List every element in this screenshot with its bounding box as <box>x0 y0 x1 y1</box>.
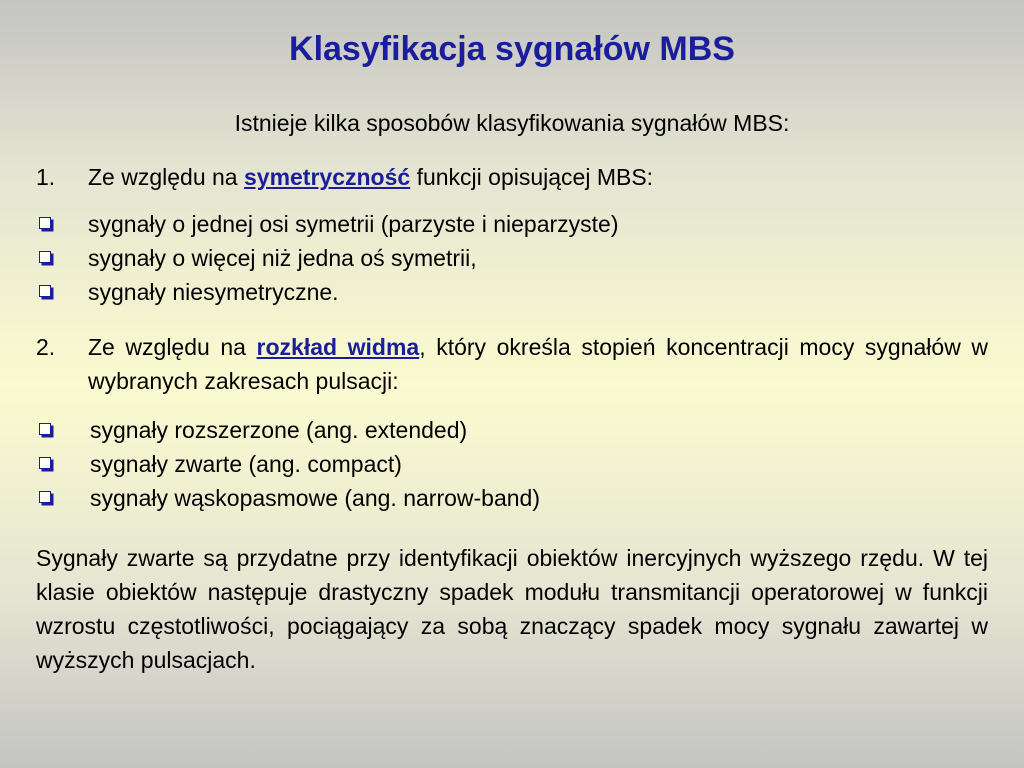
section-1-text-before: Ze względu na <box>88 164 244 190</box>
checkbox-bullet-icon <box>39 457 51 469</box>
checkbox-bullet-icon <box>39 423 51 435</box>
section-2-bullet-list <box>36 413 988 515</box>
bullet-text: sygnały o jednej osi symetrii (parzyste i nieparzyste) <box>88 211 619 237</box>
section-2 <box>36 330 988 398</box>
checkbox-bullet-icon <box>39 251 51 263</box>
list-item <box>36 275 988 309</box>
section-1-keyword: symetryczność <box>243 164 411 190</box>
section-2-number: 2. <box>36 334 56 360</box>
list-item <box>36 207 988 241</box>
bullet-text: sygnały o więcej niż jedna oś symetrii, <box>88 245 477 271</box>
checkbox-bullet-icon <box>39 491 51 503</box>
section-2-text-before: Ze względu na <box>88 334 257 360</box>
checkbox-bullet-icon <box>39 285 51 297</box>
checkbox-bullet-icon <box>39 217 51 229</box>
section-1 <box>36 160 988 194</box>
list-item <box>36 413 988 447</box>
summary-paragraph: Sygnały zwarte są przydatne przy identyfikacji obiektów inercyjnych wyższego rzędu. W tej klasie obiektów następuje drastyczny spadek modułu transmitancji operatorowej w funkcji wzrostu częstotliwości, pociągający za sobą znaczący spadek mocy sygnału zawartej w wyższych pulsacjach. <box>36 545 988 673</box>
section-2-keyword: rozkład widma <box>256 334 420 360</box>
bullet-text: sygnały rozszerzone (ang. extended) <box>90 417 468 443</box>
bullet-text: sygnały wąskopasmowe (ang. narrow-band) <box>90 485 540 511</box>
list-item <box>36 241 988 275</box>
slide-title: Klasyfikacja sygnałów MBS <box>289 30 735 68</box>
list-item <box>36 447 988 481</box>
section-1-text-after: funkcji opisującej MBS: <box>410 164 654 190</box>
section-1-number: 1. <box>36 164 56 190</box>
list-item <box>36 481 988 515</box>
section-1-bullet-list <box>36 207 988 309</box>
section-1-heading <box>88 160 988 194</box>
bullet-text: sygnały zwarte (ang. compact) <box>90 451 402 477</box>
section-2-text-after: , który określa stopień koncentracji mocy sygnałów w wybranych zakresach pulsacji: <box>88 334 989 394</box>
intro-text: Istnieje kilka sposobów klasyfikowania sygnałów MBS: <box>234 110 790 136</box>
bullet-text: sygnały niesymetryczne. <box>88 279 339 305</box>
section-2-heading <box>88 330 988 398</box>
